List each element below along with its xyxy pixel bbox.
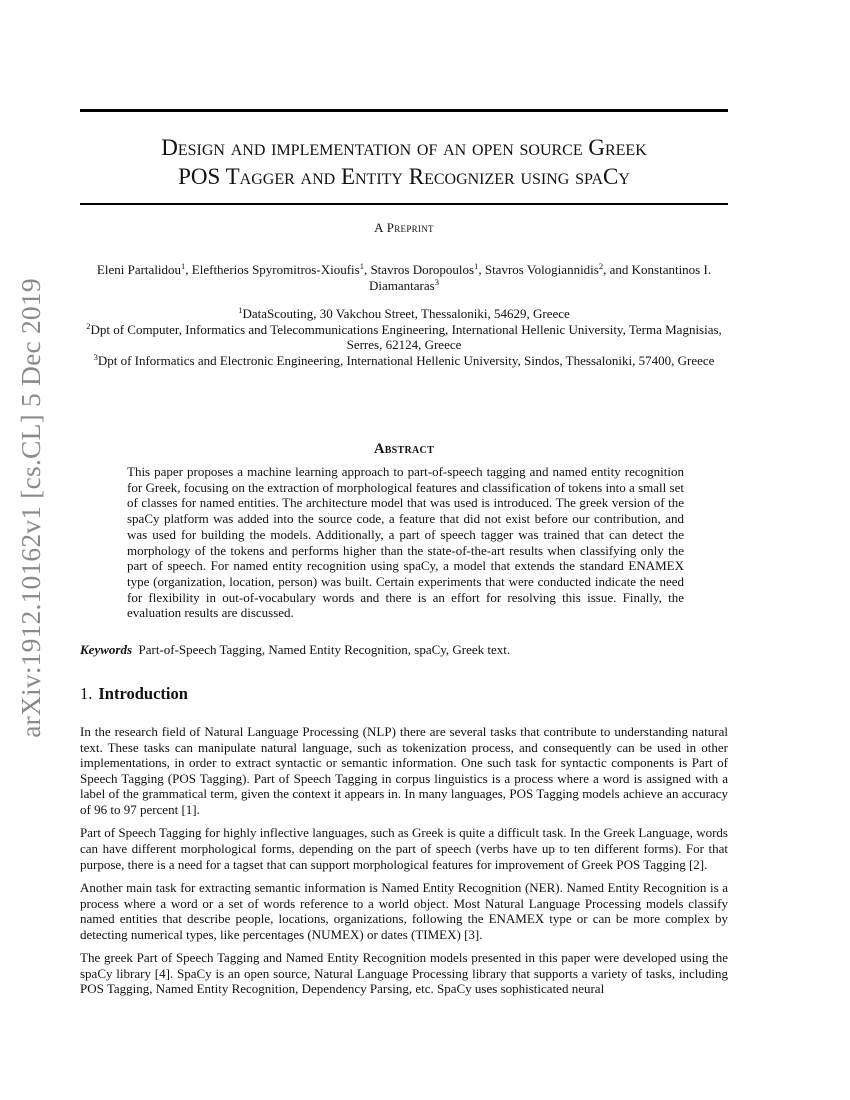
author-name: Stavros Vologiannidis bbox=[484, 262, 599, 277]
body-paragraph: Another main task for extracting semantic information is Named Entity Recognition (NER). Named Entity Recognition is a process where a word or a set of words reference to a world object. Most Natural Language Processing models classify named entities that describe people, locations, organizations, following the ENAMEX type or can be more complex by detecting numerical types, like percentages (NUMEX) or dates (TIMEX) [3]. bbox=[80, 879, 728, 942]
affiliation-item bbox=[80, 306, 728, 322]
author-name: Eleni Partalidou bbox=[96, 262, 182, 277]
abstract-text: This paper proposes a machine learning approach to part-of-speech tagging and named entity recognition for Greek, focusing on the extraction of morphological features and classification of tokens into a small set of classes for named entities. The architecture model that was used is introduced. The greek version of the spaCy platform was added into the source code, a feature that did not exist before our contribution, and was used for building the models. Additionally, a part of speech tagger was trained that can detect the morphology of the tokens and performs higher than the state-of-the-art results when classifying only the part of speech. For named entity recognition using spaCy, a model that extends the standard ENAMEX type (organization, location, person) was built. Certain experiments that were conducted indicate the need for flexibility in out-of-vocabulary words and there is an effort for resolving this issue. Finally, the evaluation results are discussed. bbox=[127, 464, 684, 621]
author-name: and Konstantinos I. Diamantaras bbox=[369, 262, 712, 293]
author-affiliation-mark: 1 bbox=[181, 261, 186, 271]
body-paragraph: In the research field of Natural Language Processing (NLP) there are several tasks that contribute to understanding natural text. These tasks can manipulate natural language, such as tokenization process, and consequently can be used in other implementations, in order to extract syntactic or semantic information. One such task for syntactic components is Part of Speech Tagging (POS Tagging). Part of Speech Tagging in corpus linguistics is a process where a word is assigned with a label of the grammatical term, given the context it appears in. In many languages, POS Tagging models achieve an accuracy of 96 to 97 percent [1]. bbox=[80, 724, 728, 817]
body-paragraph: Part of Speech Tagging for highly inflective languages, such as Greek is quite a difficult task. In the Greek Language, words can have different morphological forms, depending on the part of speech (verbs have up to ten different forms). For that purpose, there is a need for a tagset that can support morphological features for improvement of Greek POS Tagging [2]. bbox=[80, 825, 728, 872]
affiliation-text: Dpt of Computer, Informatics and Telecommunications Engineering, International Hellenic University, Terma Magnisias, Serres, 62124, Greece bbox=[90, 321, 722, 352]
paper-title bbox=[80, 133, 728, 191]
title-rule-top bbox=[80, 109, 728, 112]
section-body bbox=[80, 724, 728, 1005]
affiliation-mark: 2 bbox=[86, 320, 91, 331]
preprint-label: A Preprint bbox=[374, 220, 434, 235]
keywords bbox=[80, 642, 728, 658]
author-affiliation-mark: 1 bbox=[474, 261, 479, 271]
affiliation-list bbox=[80, 306, 728, 368]
section-number: 1. bbox=[80, 684, 93, 703]
affiliation-mark: 3 bbox=[93, 351, 98, 362]
keywords-label: Keywords bbox=[80, 642, 132, 657]
section-heading bbox=[80, 684, 188, 704]
body-paragraph: The greek Part of Speech Tagging and Named Entity Recognition models presented in this paper were developed using the spaCy library [4]. SpaCy is an open source, Natural Language Processing library that supports a variety of tasks, including POS Tagging, Named Entity Recognition, Dependency Parsing, etc. SpaCy uses sophisticated neural bbox=[80, 950, 728, 997]
title-rule-bottom bbox=[80, 203, 728, 205]
author-name: Stavros Doropoulos bbox=[370, 262, 475, 277]
author-affiliation-mark: 1 bbox=[359, 261, 364, 271]
paper-title-line-2: POS Tagger and Entity Recognizer using spaCy bbox=[178, 164, 630, 189]
arxiv-identifier-text: arXiv:1912.10162v1 [cs.CL] 5 Dec 2019 bbox=[15, 278, 46, 738]
affiliation-item bbox=[80, 353, 728, 369]
affiliation-item bbox=[80, 322, 728, 353]
author-list: Eleni Partalidou$^1$, Eleftherios Spyromitros-Xioufis$^1$, Stavros Doropoulos$^1$, Stavros Vologiannidis$^2$, and Konstantinos I. Diamantaras$^3$ bbox=[96, 261, 712, 293]
author-affiliation-mark: 3 bbox=[434, 277, 439, 287]
author-name: Eleftherios Spyromitros-Xioufis bbox=[191, 262, 360, 277]
arxiv-identifier bbox=[4, 268, 58, 748]
author-affiliation-mark: 2 bbox=[598, 261, 604, 271]
section-title-text: Introduction bbox=[98, 684, 188, 703]
affiliation-text: Dpt of Informatics and Electronic Engineering, International Hellenic University, Sindos, Thessaloniki, 57400, Greece bbox=[97, 352, 715, 368]
abstract-heading: Abstract bbox=[373, 441, 435, 457]
keywords-text: Part-of-Speech Tagging, Named Entity Recognition, spaCy, Greek text. bbox=[138, 642, 511, 657]
paper-title-line-1: Design and implementation of an open source Greek bbox=[161, 135, 647, 160]
affiliation-mark: 1 bbox=[238, 305, 243, 315]
affiliation-text: DataScouting, 30 Vakchou Street, Thessaloniki, 54629, Greece bbox=[242, 306, 570, 321]
